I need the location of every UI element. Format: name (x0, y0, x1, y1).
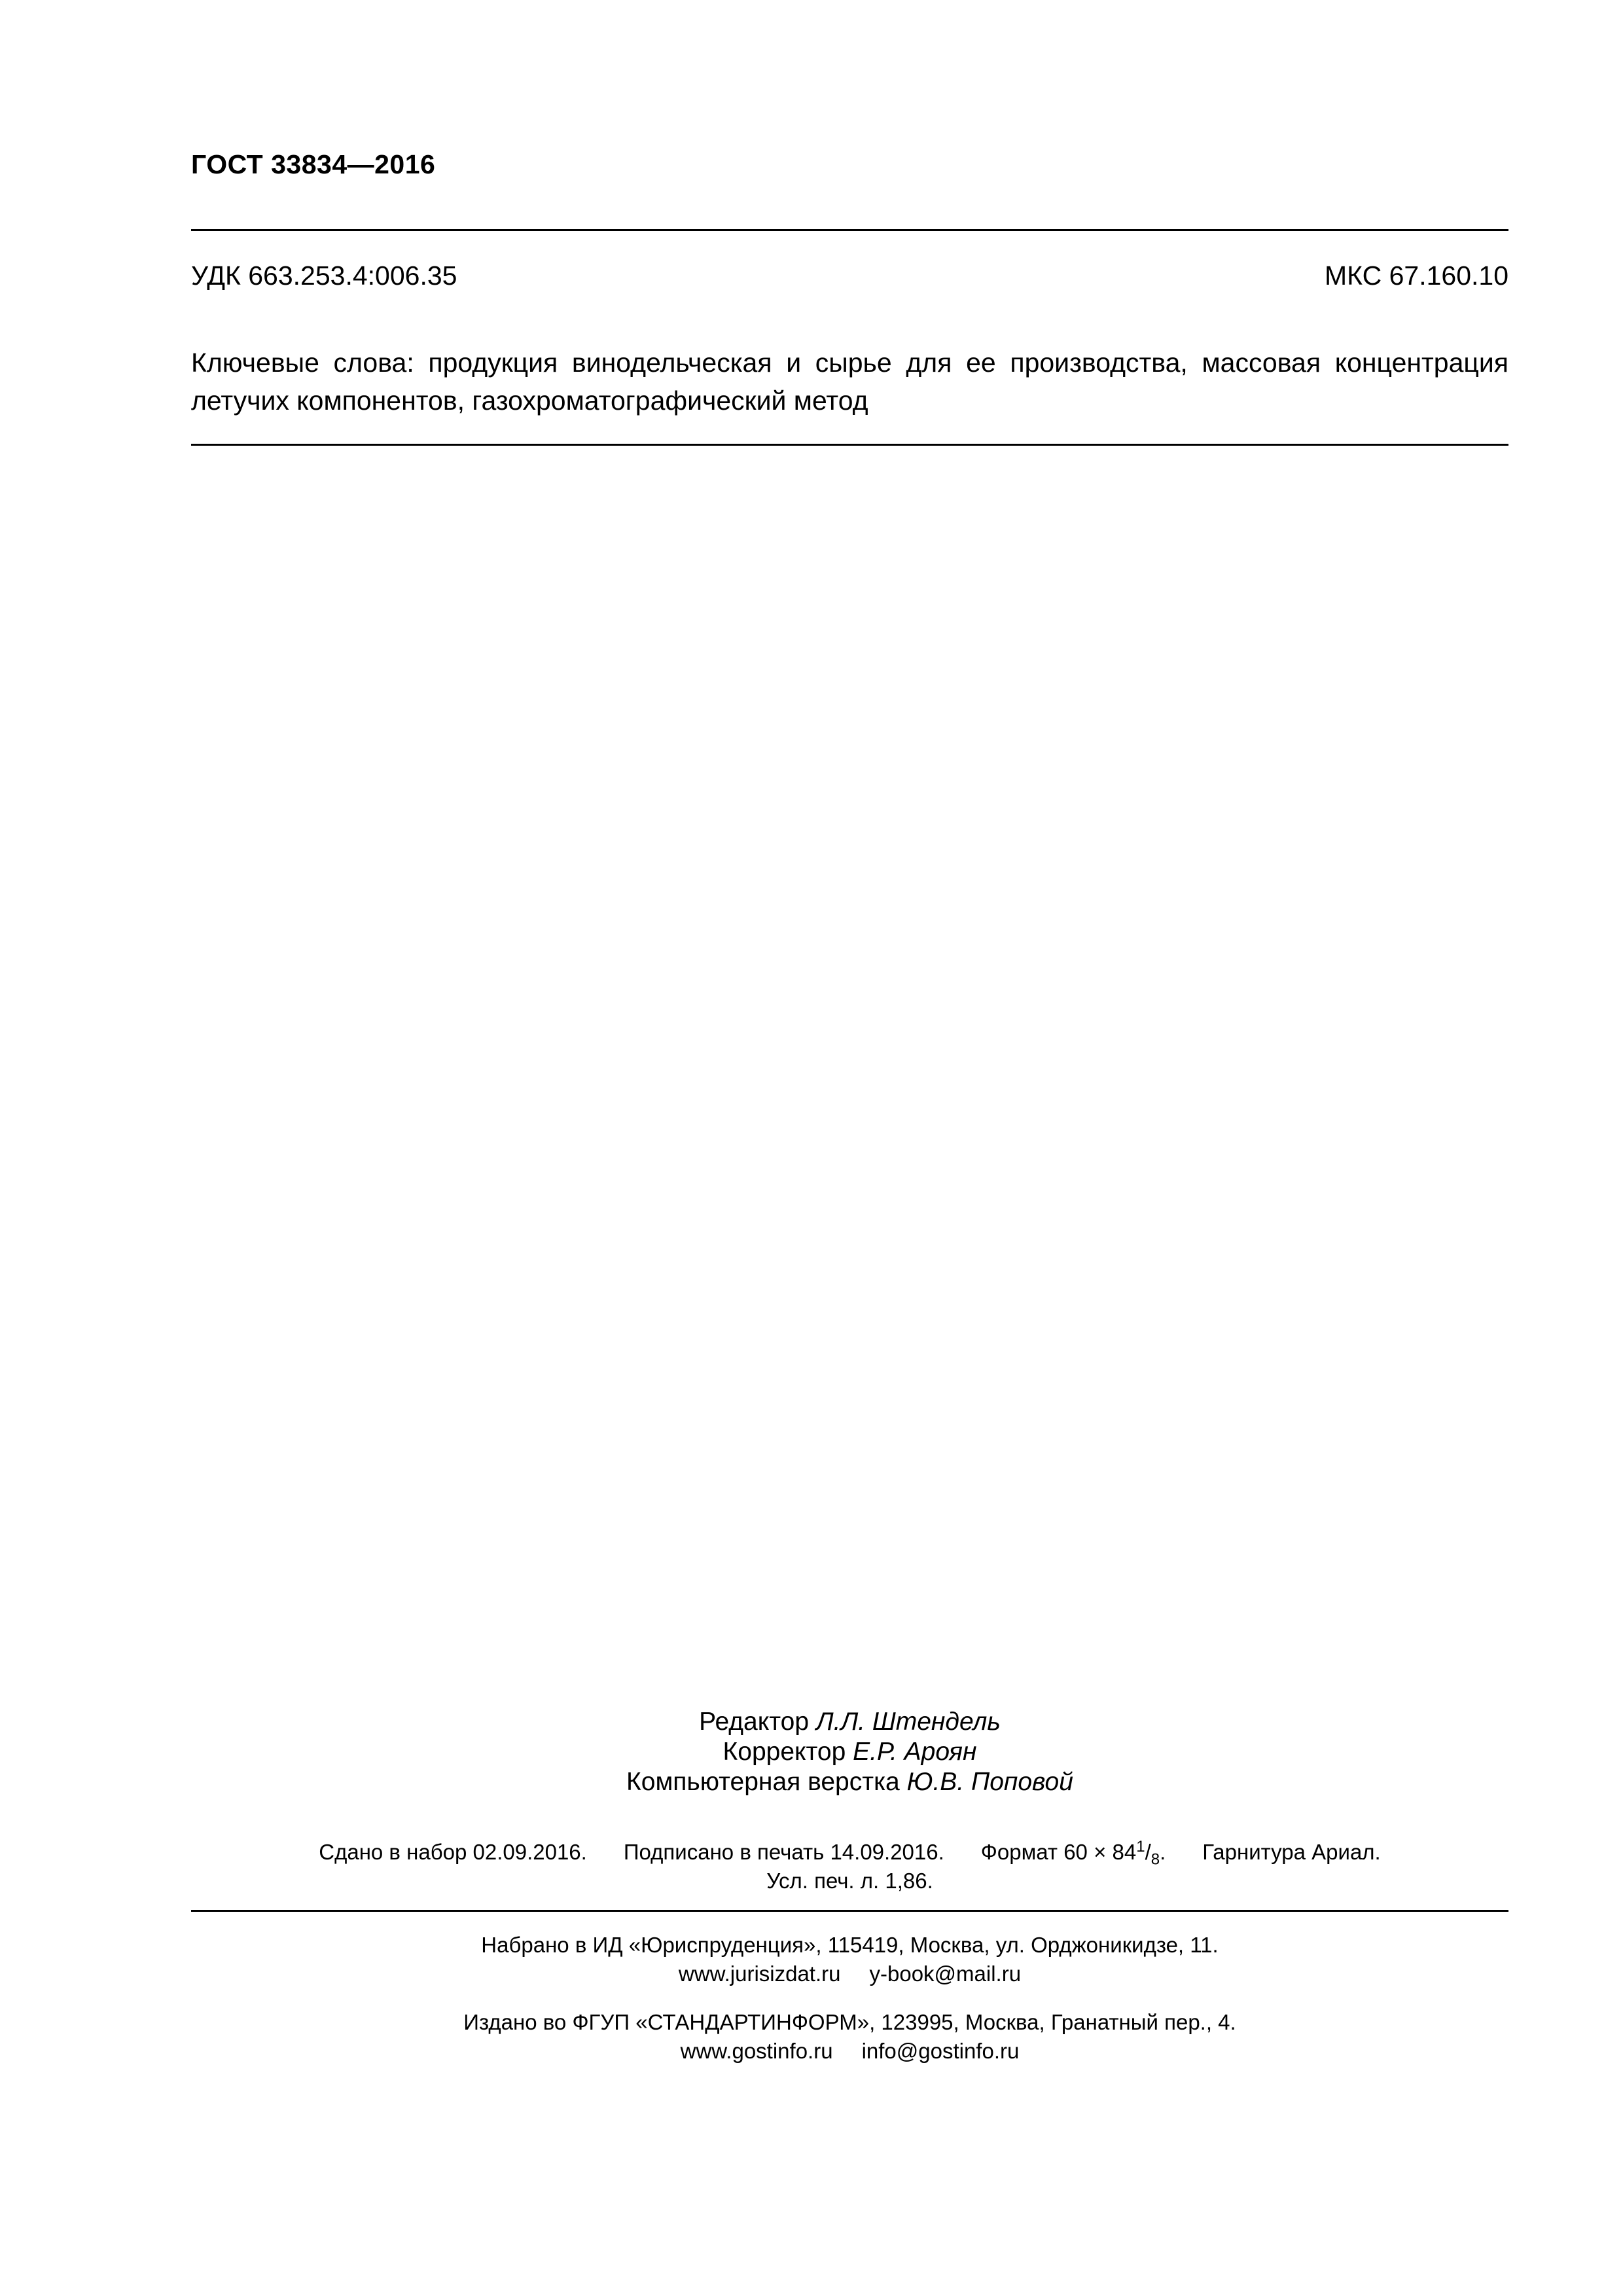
keywords-paragraph: Ключевые слова: продукция винодельческая и сырье для ее производства, массовая концентрация летучих компонентов, газохроматографический метод (191, 348, 1508, 416)
standard-designation: ГОСТ 33834—2016 (191, 149, 436, 179)
printer-contacts (191, 1960, 1508, 1988)
format-prefix: Формат 60 × 84 (980, 1840, 1137, 1864)
udk-code: УДК 663.253.4:006.35 (191, 260, 457, 291)
print-info-block (191, 1838, 1508, 1895)
format-period: . (1160, 1840, 1166, 1864)
publisher-website: www.gostinfo.ru (680, 2039, 833, 2063)
proofreader-line (191, 1737, 1508, 1767)
printer-website: www.jurisizdat.ru (678, 1962, 841, 1986)
layout-line (191, 1767, 1508, 1797)
layout-name: Ю.В. Поповой (906, 1768, 1073, 1796)
printed-sheets: Усл. печ. л. 1,86. (766, 1869, 933, 1893)
publisher-contacts (191, 2037, 1508, 2066)
format-numerator: 1 (1136, 1838, 1145, 1856)
editor-label: Редактор (699, 1708, 810, 1736)
imprint-rule (191, 1910, 1508, 1912)
printer-block (191, 1931, 1508, 1988)
publisher-email: info@gostinfo.ru (861, 2039, 1020, 2063)
proofreader-label: Корректор (722, 1738, 846, 1766)
publisher-line: Издано во ФГУП «СТАНДАРТИНФОРМ», 123995, Москва, Гранатный пер., 4. (463, 2010, 1236, 2034)
print-info-line (191, 1838, 1508, 1867)
format-denominator: 8 (1150, 1850, 1160, 1869)
signed-for-print: Подписано в печать 14.09.2016. (623, 1840, 944, 1864)
publisher-block (191, 2008, 1508, 2066)
proofreader-name: Е.Р. Ароян (853, 1738, 977, 1766)
format (980, 1838, 1166, 1869)
classification-row (191, 260, 1508, 291)
editor-name: Л.Л. Штендель (815, 1708, 1001, 1736)
printer-email: y-book@mail.ru (869, 1962, 1022, 1986)
sent-to-typesetting: Сдано в набор 02.09.2016. (319, 1840, 587, 1864)
keywords-rule (191, 444, 1508, 446)
top-rule (191, 229, 1508, 231)
credits-block (191, 1707, 1508, 1797)
editor-line (191, 1707, 1508, 1737)
layout-label: Компьютерная верстка (626, 1768, 900, 1796)
printer-line: Набрано в ИД «Юриспруденция», 115419, Москва, ул. Орджоникидзе, 11. (481, 1933, 1219, 1957)
format-slash: / (1145, 1840, 1151, 1864)
typeface: Гарнитура Ариал. (1202, 1840, 1381, 1864)
mks-code: МКС 67.160.10 (1325, 260, 1508, 291)
